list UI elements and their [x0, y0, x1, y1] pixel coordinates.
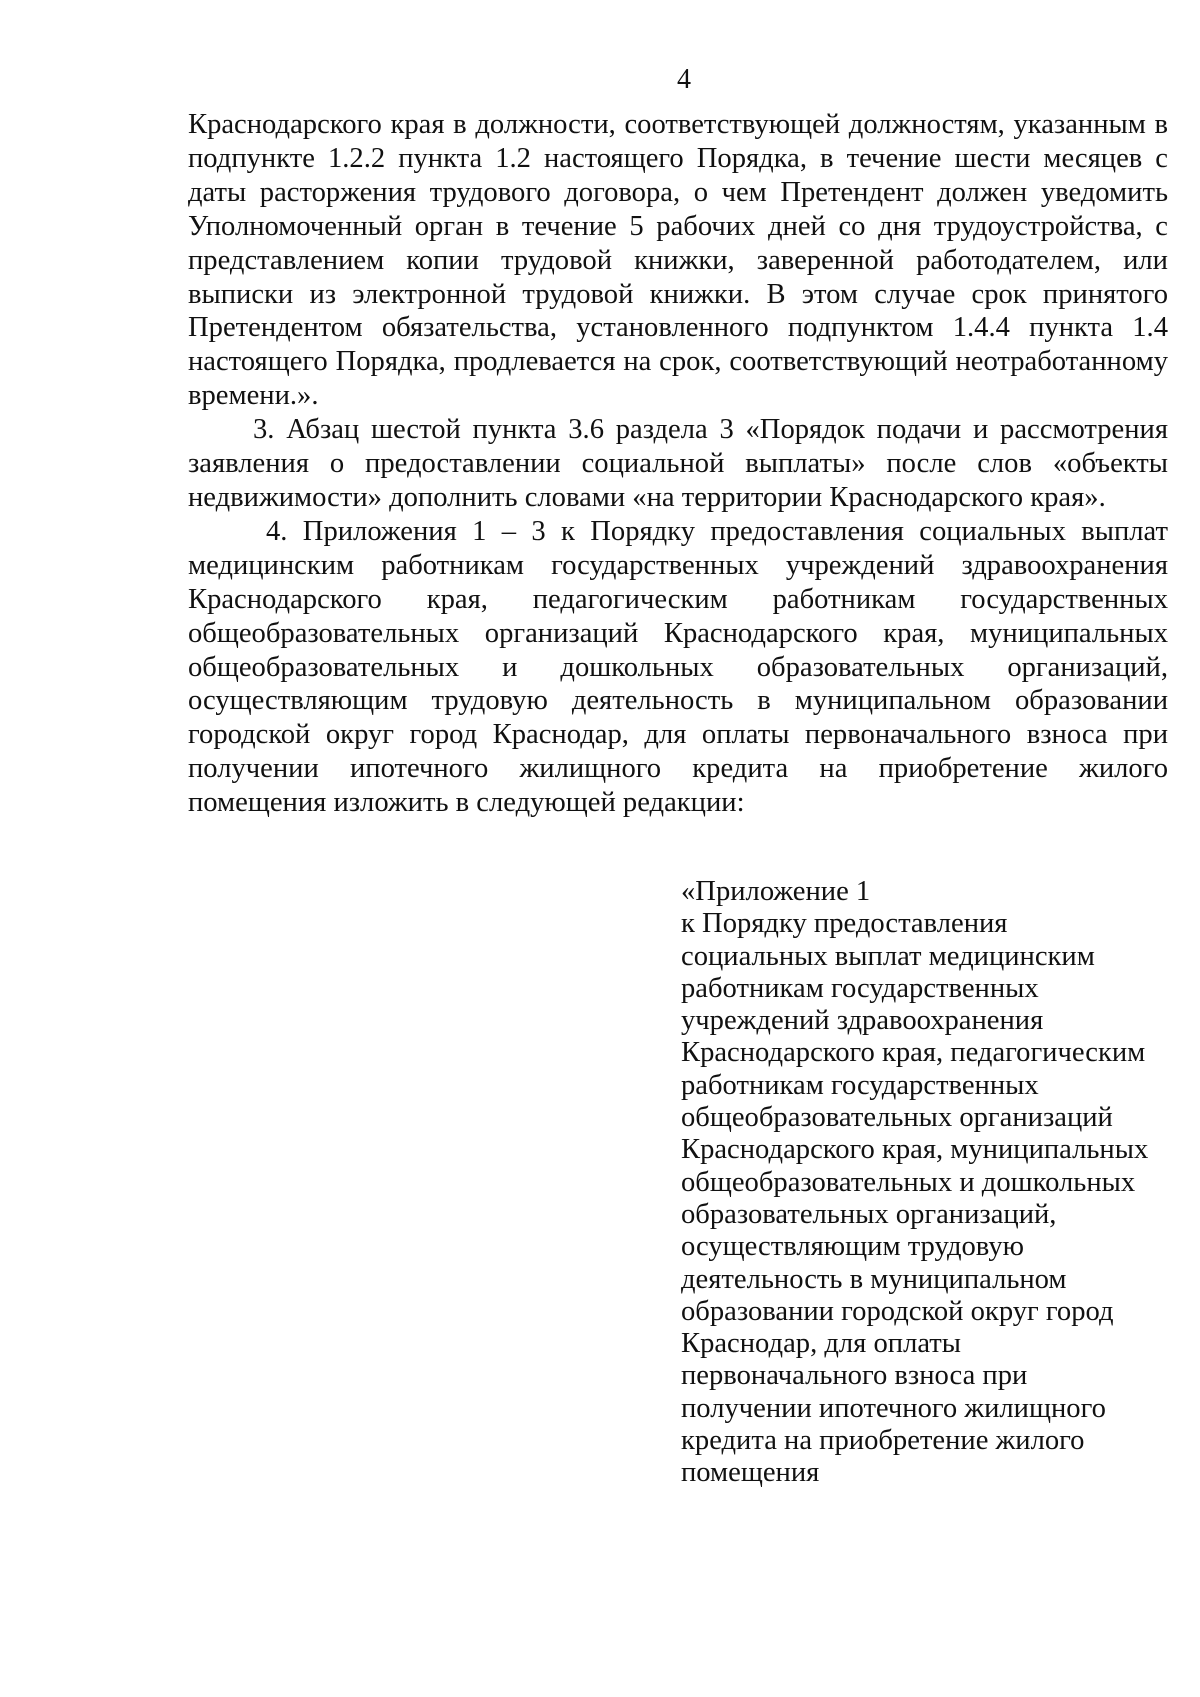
appendix-line: помещения	[681, 1457, 820, 1489]
page-number: 4	[677, 64, 691, 95]
paragraph-continuation: Краснодарского края в должности, соответствующей должностям, указанным в подпункте 1.2.2 пункта 1.2 настоящего Порядка, в течение шести месяцев с даты расторжения трудового договора, о чем Претендент должен уведомить Уполномоченный орган в течение 5 рабочих дней со дня трудоустройства, с представлением копии трудовой книжки, заверенной работодателем, или выписки из электронной трудовой книжки. В этом случае срок принятого Претендентом обязательства, установленного подпунктом 1.4.4 пункта 1.4 настоящего Порядка, продлевается на срок, соответствующий неотработанному времени.».	[188, 109, 1168, 412]
document-body	[188, 108, 1168, 820]
appendix-line: социальных выплат медицинским	[681, 940, 1095, 972]
appendix-header-block	[681, 876, 1181, 1490]
paragraph-item-4: 4. Приложения 1 – 3 к Порядку предоставления социальных выплат медицинским работникам государственных учреждений здравоохранения Краснодарского края, педагогическим работникам государственных общеобразовательных организаций Краснодарского края, муниципальных общеобразовательных и дошкольных образовательных организаций, осуществляющим трудовую деятельность в муниципальном образовании городской округ город Краснодар, для оплаты первоначального взноса при получении ипотечного жилищного кредита на приобретение жилого помещения изложить в следующей редакции:	[188, 515, 1168, 819]
appendix-line: Краснодар, для оплаты	[681, 1328, 962, 1360]
appendix-line: общеобразовательных организаций	[681, 1102, 1113, 1134]
appendix-line: образовании городской округ город	[681, 1295, 1114, 1327]
appendix-line: деятельность в муниципальном	[681, 1263, 1067, 1295]
appendix-line: кредита на приобретение жилого	[681, 1425, 1085, 1457]
appendix-line: первоначального взноса при	[681, 1360, 1028, 1392]
appendix-line: «Приложение 1	[681, 876, 871, 907]
appendix-line: работникам государственных	[681, 1069, 1039, 1101]
appendix-line: работникам государственных	[681, 972, 1039, 1004]
appendix-line: Краснодарского края, муниципальных	[681, 1134, 1149, 1166]
appendix-line: осуществляющим трудовую	[681, 1231, 1024, 1263]
paragraph-item-3: 3. Абзац шестой пункта 3.6 раздела 3 «Порядок подачи и рассмотрения заявления о предоставлении социальной выплаты» после слов «объекты недвижимости» дополнить словами «на территории Краснодарского края».	[188, 414, 1168, 513]
appendix-line: Краснодарского края, педагогическим	[681, 1037, 1146, 1069]
appendix-line: общеобразовательных и дошкольных	[681, 1166, 1136, 1198]
appendix-line: учреждений здравоохранения	[681, 1005, 1044, 1037]
appendix-line: к Порядку предоставления	[681, 908, 1008, 940]
appendix-line: образовательных организаций,	[681, 1198, 1057, 1230]
appendix-line: получении ипотечного жилищного	[681, 1392, 1106, 1424]
